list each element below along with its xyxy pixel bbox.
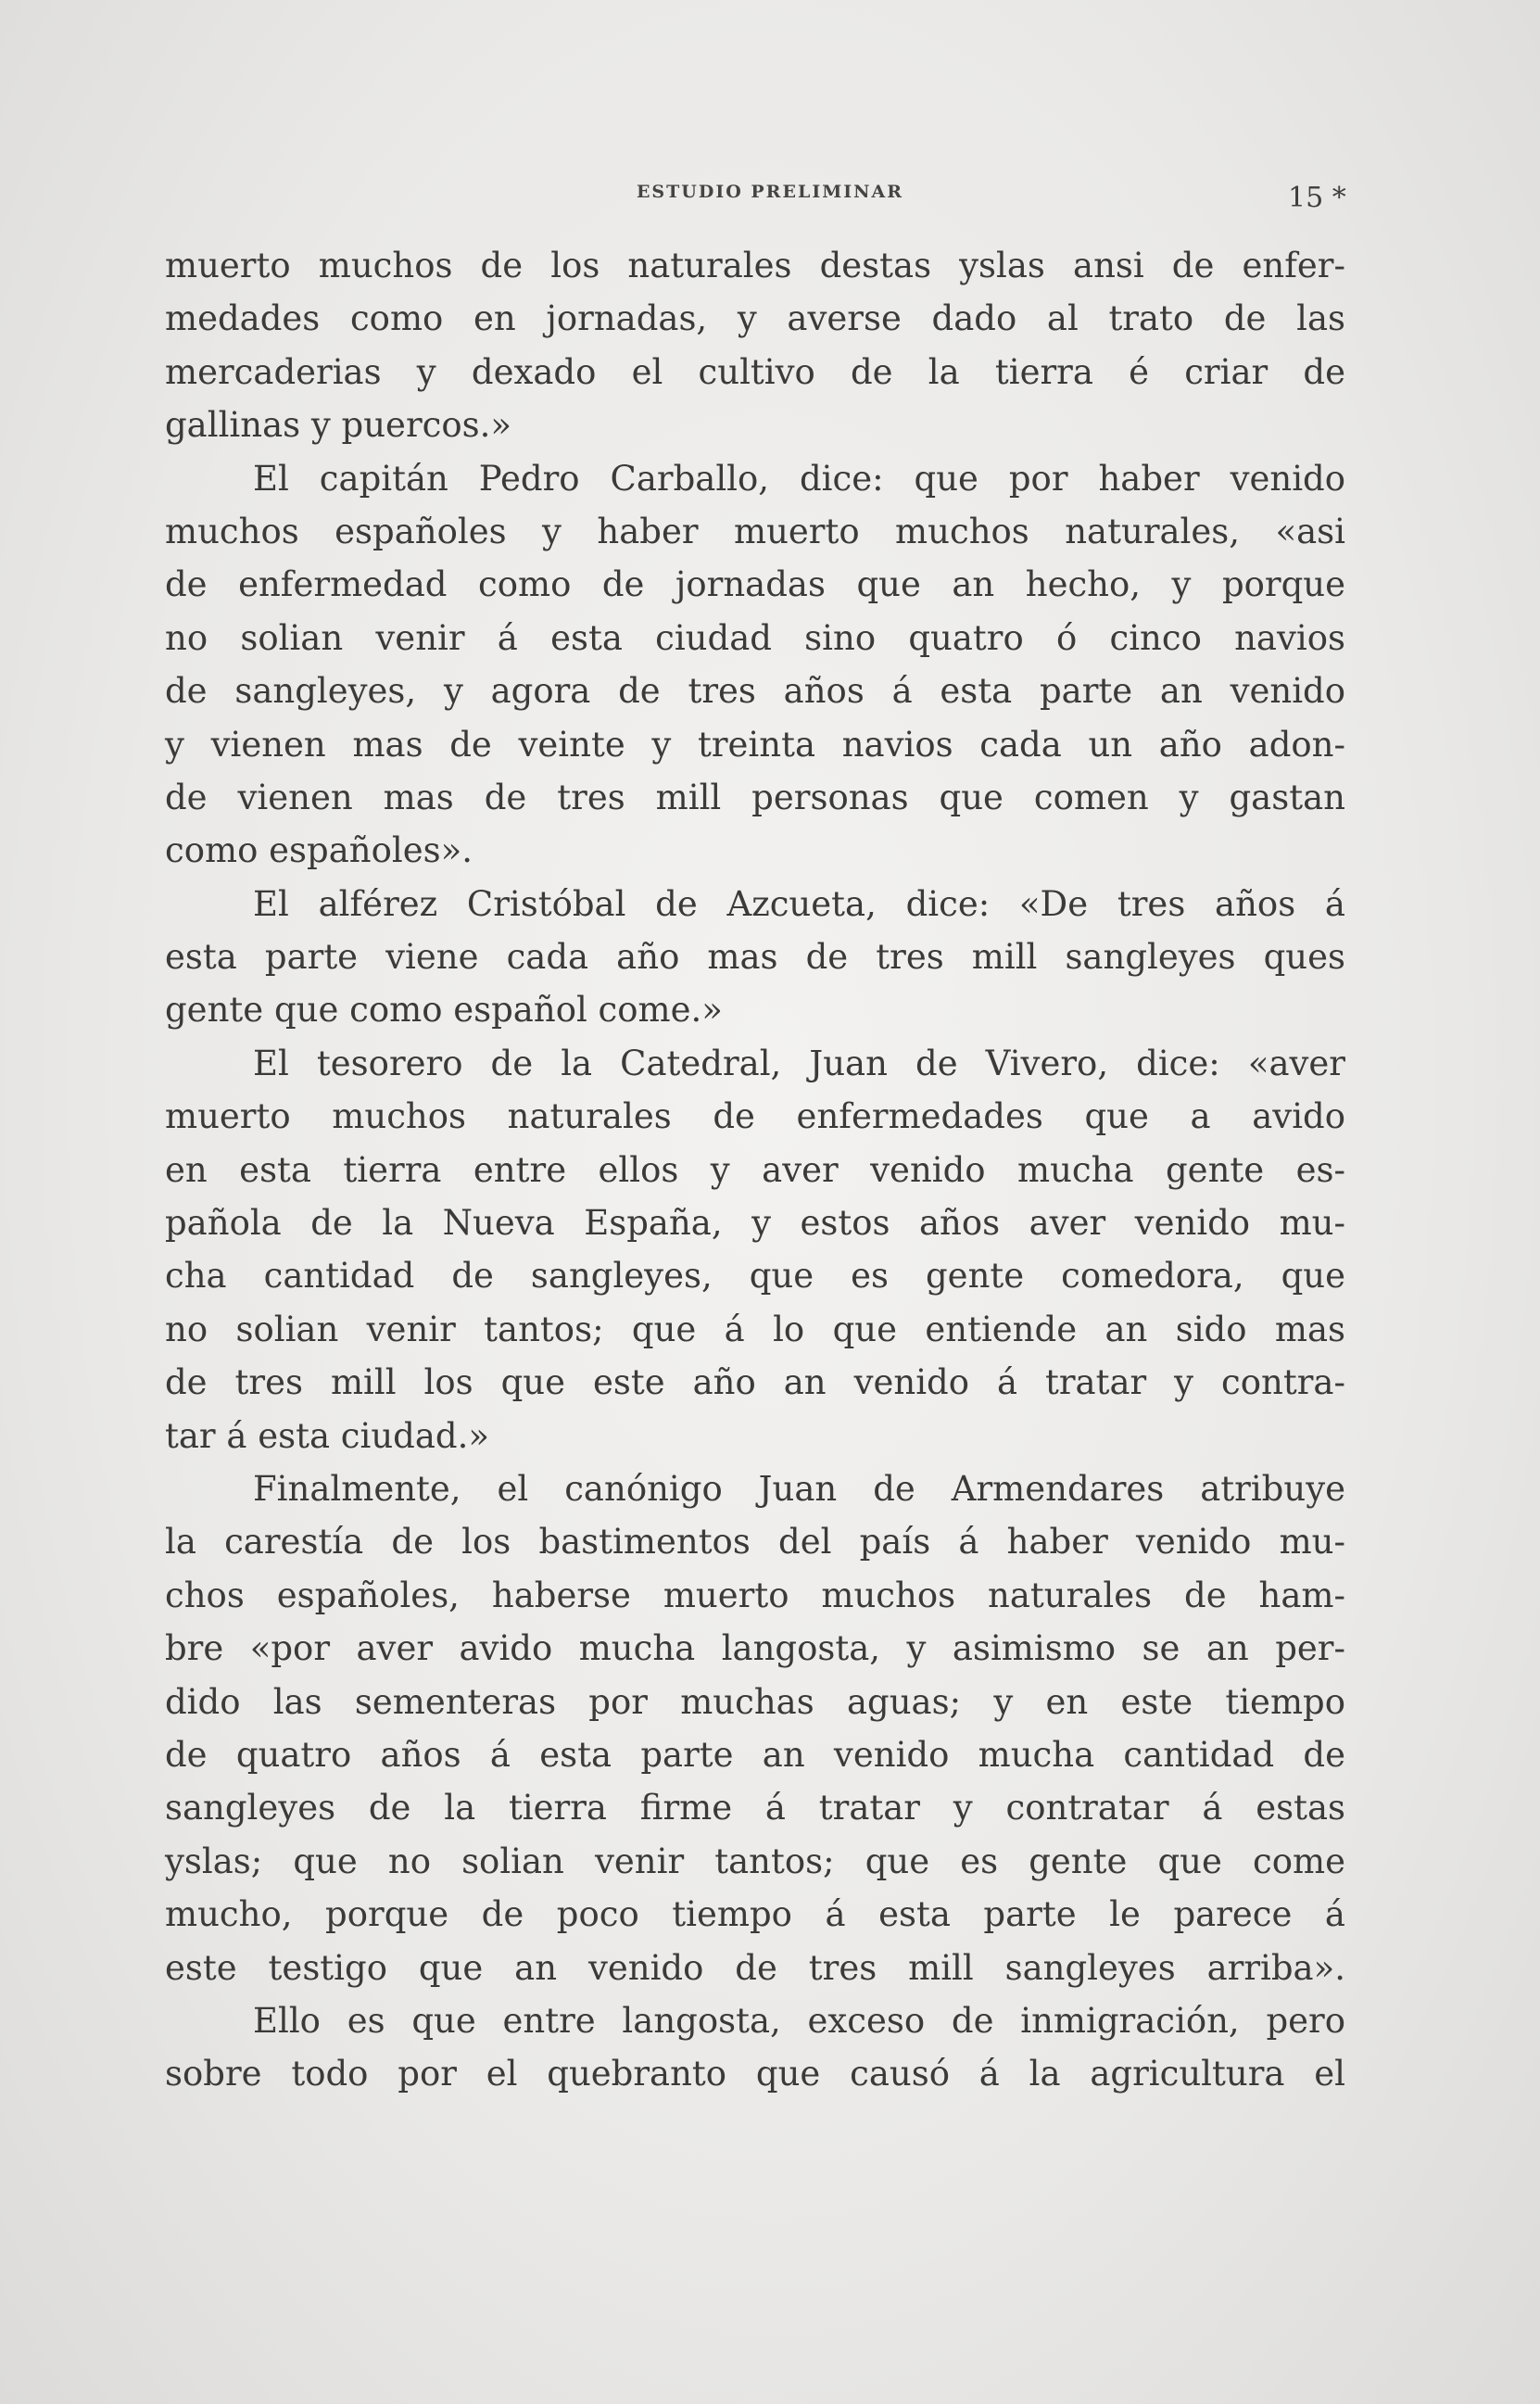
text-line: de sangleyes, y agora de tres años á esta parte an venido	[165, 671, 1345, 712]
text-line: como españoles».	[165, 830, 473, 871]
text-line: chos españoles, haberse muerto muchos naturales de ham-	[165, 1575, 1345, 1615]
text-line: gente que como español come.»	[165, 990, 723, 1031]
text-line: El tesorero de la Catedral, Juan de Vivero, dice: «aver	[253, 1043, 1345, 1083]
text-line: sangleyes de la tierra firme á tratar y contratar á estas	[165, 1788, 1345, 1828]
text-line: cha cantidad de sangleyes, que es gente comedora, que	[165, 1256, 1345, 1297]
text-line: este testigo que an venido de tres mill sangleyes arriba».	[165, 1947, 1345, 1988]
text-line: de vienen mas de tres mill personas que comen y gastan	[165, 777, 1345, 817]
text-line: y vienen mas de veinte y treinta navios cada un año adon-	[165, 724, 1345, 765]
text-line: gallinas y puercos.»	[165, 405, 512, 446]
text-line: dido las sementeras por muchas aguas; y en este tiempo	[165, 1681, 1345, 1722]
page-number: 15 *	[1288, 182, 1346, 214]
text-line: no solian venir tantos; que á lo que entiende an sido mas	[165, 1309, 1345, 1349]
text-line: mucho, porque de poco tiempo á esta parte le parece á	[165, 1894, 1345, 1935]
text-line: El capitán Pedro Carballo, dice: que por haber venido	[253, 458, 1345, 499]
text-line: mercaderias y dexado el cultivo de la tierra é criar de	[165, 351, 1345, 392]
text-line: tar á esta ciudad.»	[165, 1415, 489, 1456]
text-line: muerto muchos de los naturales destas yslas ansi de enfer-	[165, 246, 1345, 285]
text-line: Finalmente, el canónigo Juan de Armendares atribuye	[253, 1468, 1345, 1509]
text-line: muerto muchos naturales de enfermedades que a avido	[165, 1096, 1345, 1137]
text-line: en esta tierra entre ellos y aver venido mucha gente es-	[165, 1149, 1345, 1190]
text-line: de enfermedad como de jornadas que an hecho, y porque	[165, 564, 1345, 605]
text-line: medades como en jornadas, y averse dado al trato de las	[165, 298, 1345, 339]
body-text	[165, 239, 1345, 2101]
text-line: de quatro años á esta parte an venido mucha cantidad de	[165, 1734, 1345, 1775]
text-line: esta parte viene cada año mas de tres mill sangleyes ques	[165, 937, 1345, 978]
text-line: bre «por aver avido mucha langosta, y asimismo se an per-	[165, 1628, 1345, 1669]
text-line: pañola de la Nueva España, y estos años aver venido mu-	[165, 1203, 1345, 1244]
text-line: muchos españoles y haber muerto muchos naturales, «asi	[165, 511, 1345, 551]
text-line: yslas; que no solian venir tantos; que es gente que come	[165, 1841, 1345, 1881]
text-line: no solian venir á esta ciudad sino quatro ó cinco navios	[165, 617, 1345, 658]
text-line: de tres mill los que este año an venido á tratar y contra-	[165, 1362, 1345, 1403]
text-line: sobre todo por el quebranto que causó á la agricultura el	[165, 2054, 1345, 2094]
text-line: El alférez Cristóbal de Azcueta, dice: «De tres años á	[253, 883, 1345, 924]
text-line: Ello es que entre langosta, exceso de inmigración, pero	[253, 2000, 1345, 2041]
text-line: la carestía de los bastimentos del país á haber venido mu-	[165, 1522, 1345, 1563]
running-title: ESTUDIO PRELIMINAR	[636, 182, 904, 202]
